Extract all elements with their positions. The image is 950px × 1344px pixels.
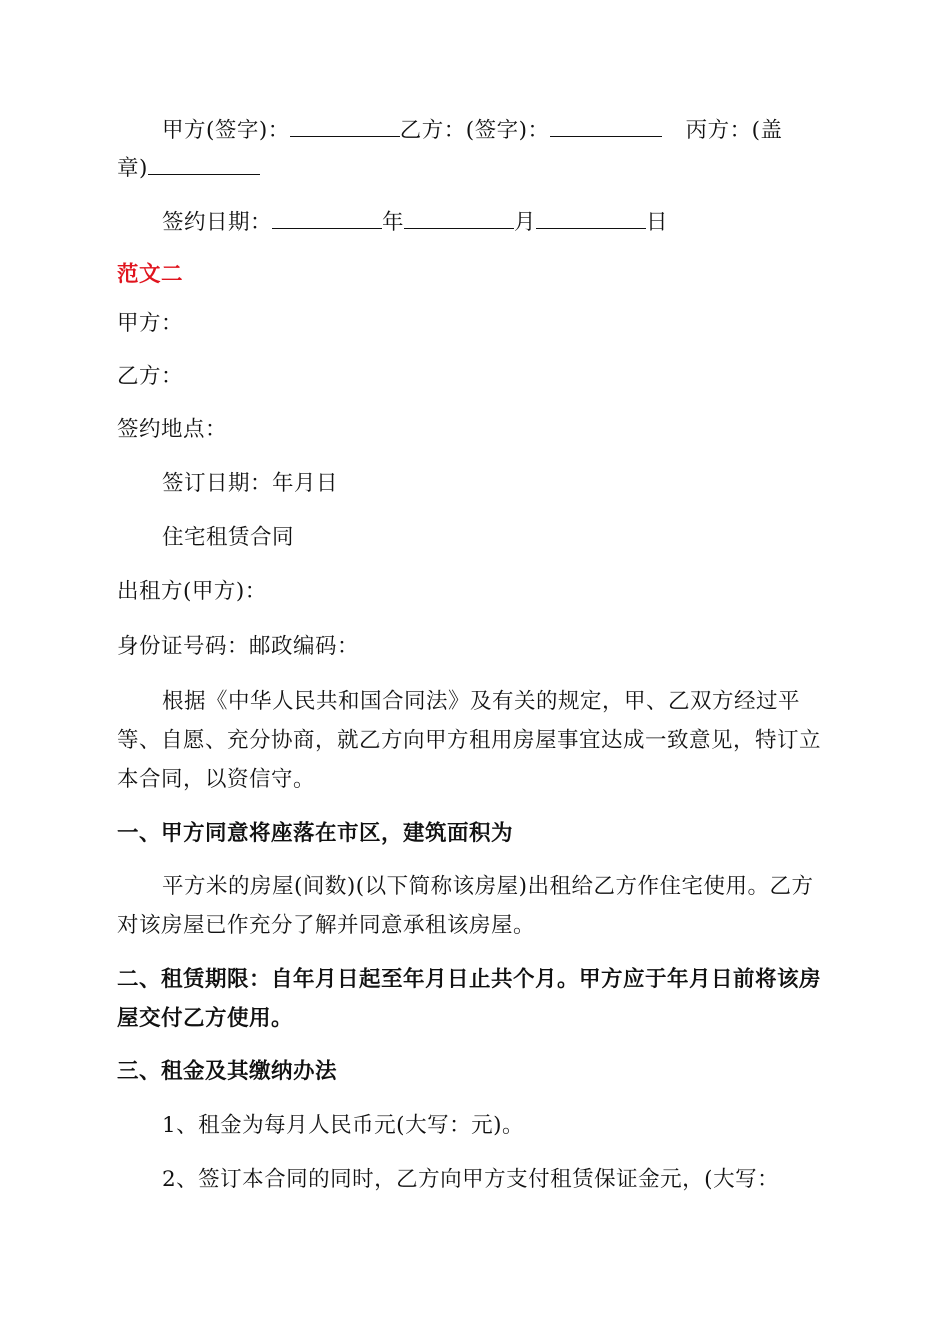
- intro-line-2: 等、自愿、充分协商，就乙方向甲方租用房屋事宜达成一致意见，特订立: [117, 728, 822, 753]
- party-a-sign-label: 甲方(签字)：: [162, 118, 290, 143]
- party-b-line: 乙方：: [117, 364, 184, 389]
- party-c-sign-blank: [148, 156, 260, 175]
- year-blank: [272, 210, 382, 229]
- party-a-line: 甲方：: [117, 311, 184, 336]
- day-blank: [536, 210, 646, 229]
- party-b-sign-blank: [550, 118, 662, 137]
- lessor-line: 出租方(甲方)：: [117, 579, 267, 604]
- contract-title: 住宅租赁合同: [162, 525, 295, 550]
- month-blank: [404, 210, 514, 229]
- sign-date-text: 签订日期：年月日: [162, 471, 339, 496]
- year-label: 年: [382, 210, 405, 235]
- party-c-sign-label: 丙方：(盖: [685, 118, 783, 143]
- clause-3-heading: 三、租金及其缴纳办法: [117, 1059, 338, 1084]
- day-label: 日: [646, 210, 669, 235]
- sign-date-label: 签约日期：: [162, 210, 273, 235]
- sign-place-line: 签约地点：: [117, 417, 228, 442]
- clause-1-body-1: 平方米的房屋(间数)(以下简称该房屋)出租给乙方作住宅使用。乙方: [162, 874, 814, 899]
- intro-line-1: 根据《中华人民共和国合同法》及有关的规定，甲、乙双方经过平: [162, 689, 801, 714]
- clause-1-heading: 一、甲方同意将座落在市区，建筑面积为: [117, 821, 514, 846]
- section-heading: 范文二: [117, 262, 184, 287]
- clause-2-heading-1: 二、租赁期限：自年月日起至年月日止共个月。甲方应于年月日前将该房: [117, 967, 822, 992]
- party-c-sign-label-cont: 章): [117, 156, 148, 181]
- clause-2-heading-2: 屋交付乙方使用。: [117, 1006, 294, 1031]
- signature-line-cont: [117, 156, 832, 181]
- clause-3-item-2: 2、签订本合同的同时，乙方向甲方支付租赁保证金元，(大写：: [162, 1167, 780, 1192]
- sign-date-line: [162, 210, 877, 235]
- clause-3-item-1: 1、租金为每月人民币元(大写：元)。: [162, 1113, 524, 1138]
- clause-1-body-2: 对该房屋已作充分了解并同意承租该房屋。: [117, 913, 536, 938]
- signature-line: [162, 118, 877, 143]
- intro-line-3: 本合同，以资信守。: [117, 767, 316, 792]
- month-label: 月: [514, 210, 537, 235]
- id-postcode-line: 身份证号码：邮政编码：: [117, 634, 360, 659]
- party-b-sign-label: 乙方：(签字)：: [399, 118, 550, 143]
- party-a-sign-blank: [290, 118, 400, 137]
